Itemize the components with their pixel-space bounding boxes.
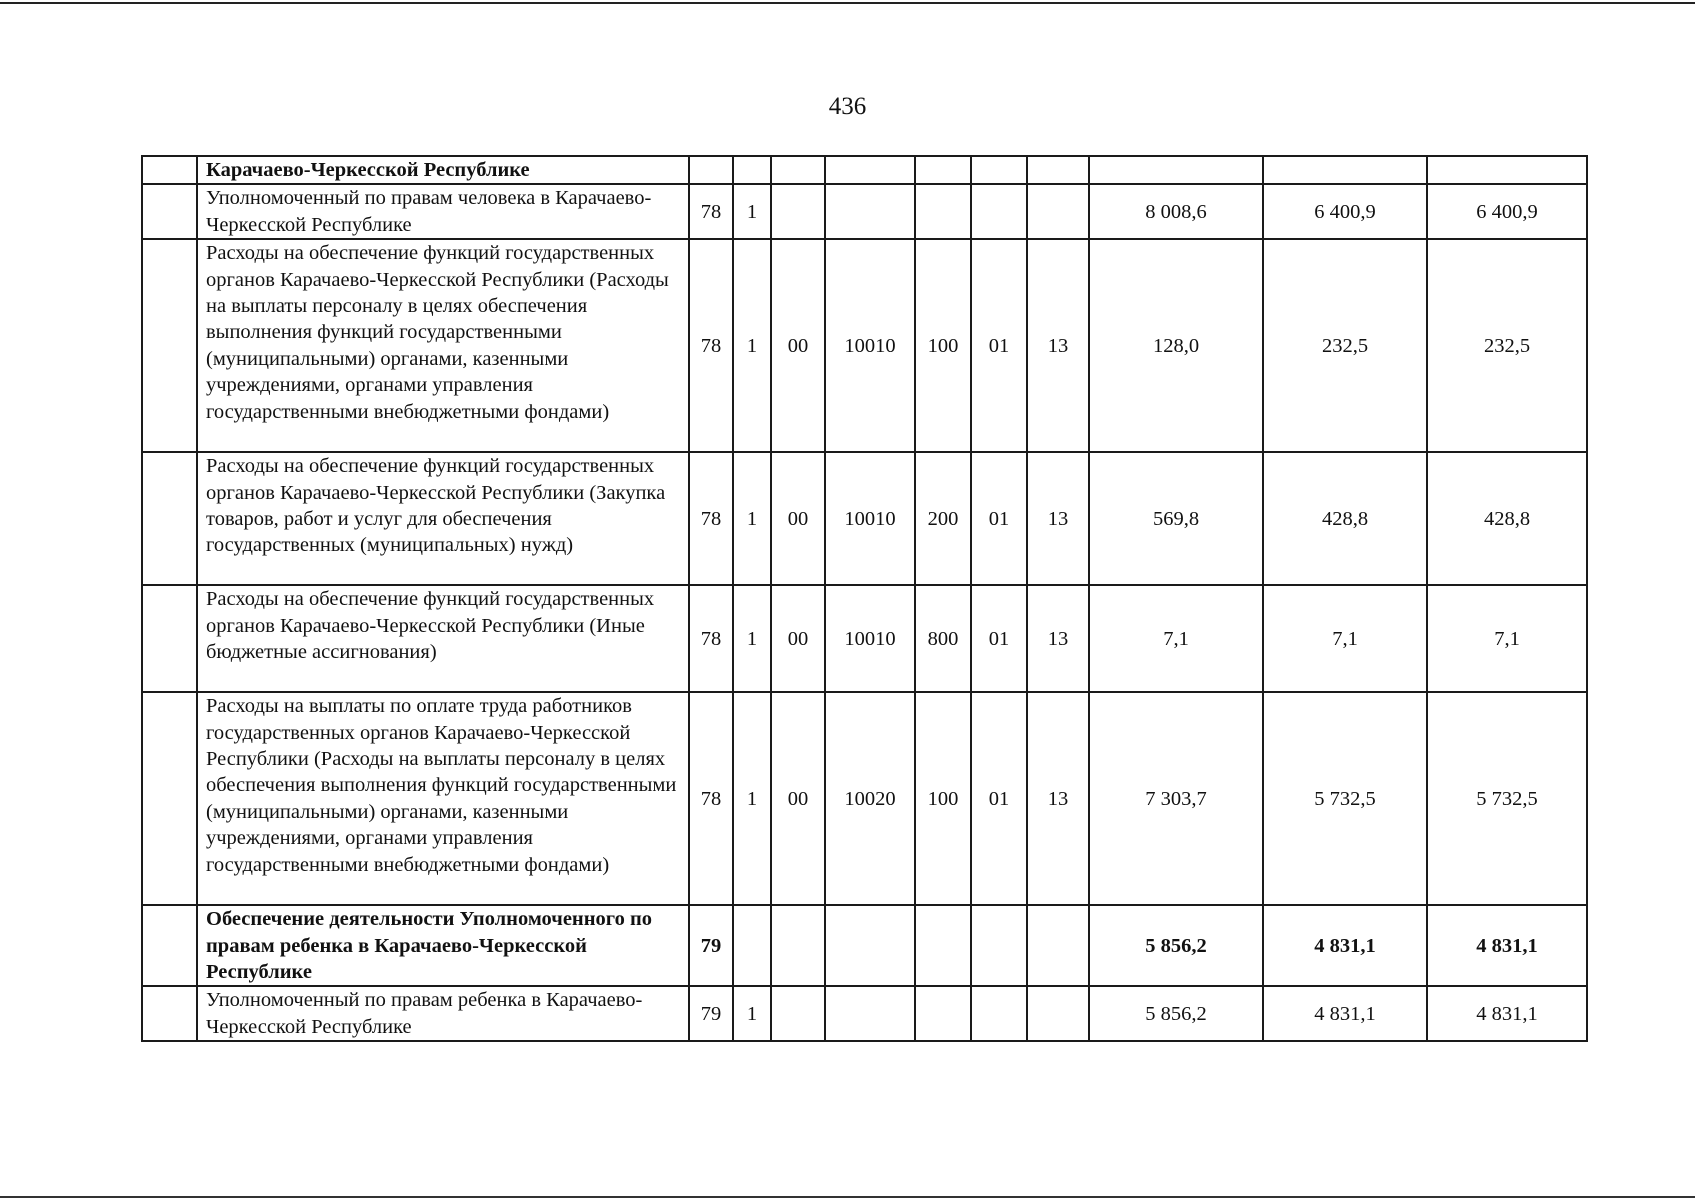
code-cell-7 bbox=[1027, 986, 1089, 1041]
description-cell: Уполномоченный по правам человека в Карачаево-Черкесской Республике bbox=[197, 184, 689, 239]
code-cell-2 bbox=[733, 905, 771, 986]
table-row bbox=[142, 184, 1587, 239]
code-cell-7: 13 bbox=[1027, 239, 1089, 452]
code-cell-4 bbox=[825, 986, 915, 1041]
value-cell-1: 7,1 bbox=[1089, 585, 1263, 692]
value-cell-2 bbox=[1263, 156, 1427, 184]
description-cell: Расходы на обеспечение функций государственных органов Карачаево-Черкесской Республики (Расходы на выплаты персоналу в целях обеспечения выполнения функций государственными (муниципальными) органами, казенными учреждениями, органами управления государственными внебюджетными фондами) bbox=[197, 239, 689, 452]
value-cell-2: 428,8 bbox=[1263, 452, 1427, 585]
code-cell-4 bbox=[825, 905, 915, 986]
description-cell: Уполномоченный по правам ребенка в Карачаево-Черкесской Республике bbox=[197, 986, 689, 1041]
code-cell-7 bbox=[1027, 156, 1089, 184]
value-cell-3: 232,5 bbox=[1427, 239, 1587, 452]
code-cell-5: 100 bbox=[915, 692, 971, 905]
table-row bbox=[142, 239, 1587, 452]
value-cell-2: 4 831,1 bbox=[1263, 905, 1427, 986]
value-cell-2: 232,5 bbox=[1263, 239, 1427, 452]
code-cell-5 bbox=[915, 986, 971, 1041]
value-cell-3 bbox=[1427, 156, 1587, 184]
code-cell-2: 1 bbox=[733, 585, 771, 692]
code-cell-2 bbox=[733, 156, 771, 184]
code-cell-3: 00 bbox=[771, 692, 825, 905]
value-cell-3: 4 831,1 bbox=[1427, 905, 1587, 986]
value-cell-3: 4 831,1 bbox=[1427, 986, 1587, 1041]
code-cell-7 bbox=[1027, 905, 1089, 986]
code-cell-7: 13 bbox=[1027, 585, 1089, 692]
value-cell-3: 7,1 bbox=[1427, 585, 1587, 692]
code-cell-1: 78 bbox=[689, 184, 733, 239]
row-index-cell bbox=[142, 239, 197, 452]
value-cell-3: 428,8 bbox=[1427, 452, 1587, 585]
page-number: 436 bbox=[828, 93, 867, 120]
code-cell-7: 13 bbox=[1027, 452, 1089, 585]
code-cell-6: 01 bbox=[971, 585, 1027, 692]
value-cell-2: 5 732,5 bbox=[1263, 692, 1427, 905]
value-cell-3: 5 732,5 bbox=[1427, 692, 1587, 905]
row-index-cell bbox=[142, 184, 197, 239]
code-cell-5 bbox=[915, 156, 971, 184]
code-cell-3 bbox=[771, 986, 825, 1041]
code-cell-1: 78 bbox=[689, 692, 733, 905]
table-row bbox=[142, 452, 1587, 585]
code-cell-3 bbox=[771, 184, 825, 239]
code-cell-4: 10010 bbox=[825, 239, 915, 452]
description-cell: Обеспечение деятельности Уполномоченного по правам ребенка в Карачаево-Черкесской Республике bbox=[197, 905, 689, 986]
value-cell-3: 6 400,9 bbox=[1427, 184, 1587, 239]
code-cell-4: 10010 bbox=[825, 585, 915, 692]
code-cell-5: 800 bbox=[915, 585, 971, 692]
code-cell-7 bbox=[1027, 184, 1089, 239]
code-cell-4: 10020 bbox=[825, 692, 915, 905]
top-border-line bbox=[0, 2, 1695, 4]
value-cell-1: 7 303,7 bbox=[1089, 692, 1263, 905]
code-cell-4: 10010 bbox=[825, 452, 915, 585]
description-cell: Расходы на выплаты по оплате труда работников государственных органов Карачаево-Черкесской Республики (Расходы на выплаты персоналу в целях обеспечения выполнения функций государственными (муниципальными) органами, казенными учреждениями, органами управления государственными внебюджетными фондами) bbox=[197, 692, 689, 905]
code-cell-5 bbox=[915, 184, 971, 239]
table-row bbox=[142, 986, 1587, 1041]
table-row bbox=[142, 692, 1587, 905]
code-cell-6: 01 bbox=[971, 692, 1027, 905]
value-cell-1: 5 856,2 bbox=[1089, 905, 1263, 986]
code-cell-2: 1 bbox=[733, 986, 771, 1041]
code-cell-2: 1 bbox=[733, 452, 771, 585]
code-cell-5 bbox=[915, 905, 971, 986]
row-index-cell bbox=[142, 585, 197, 692]
code-cell-2: 1 bbox=[733, 692, 771, 905]
code-cell-6: 01 bbox=[971, 452, 1027, 585]
code-cell-4 bbox=[825, 184, 915, 239]
table-body bbox=[142, 156, 1587, 1041]
code-cell-4 bbox=[825, 156, 915, 184]
code-cell-2: 1 bbox=[733, 239, 771, 452]
value-cell-1: 569,8 bbox=[1089, 452, 1263, 585]
table-row bbox=[142, 905, 1587, 986]
code-cell-1: 78 bbox=[689, 239, 733, 452]
value-cell-1 bbox=[1089, 156, 1263, 184]
value-cell-2: 7,1 bbox=[1263, 585, 1427, 692]
row-index-cell bbox=[142, 452, 197, 585]
code-cell-7: 13 bbox=[1027, 692, 1089, 905]
code-cell-5: 100 bbox=[915, 239, 971, 452]
value-cell-1: 128,0 bbox=[1089, 239, 1263, 452]
table-row bbox=[142, 585, 1587, 692]
value-cell-2: 6 400,9 bbox=[1263, 184, 1427, 239]
value-cell-1: 8 008,6 bbox=[1089, 184, 1263, 239]
row-index-cell bbox=[142, 986, 197, 1041]
code-cell-1: 78 bbox=[689, 452, 733, 585]
value-cell-1: 5 856,2 bbox=[1089, 986, 1263, 1041]
row-index-cell bbox=[142, 692, 197, 905]
value-cell-2: 4 831,1 bbox=[1263, 986, 1427, 1041]
row-index-cell bbox=[142, 156, 197, 184]
code-cell-3: 00 bbox=[771, 239, 825, 452]
code-cell-6 bbox=[971, 905, 1027, 986]
code-cell-1: 79 bbox=[689, 986, 733, 1041]
code-cell-3 bbox=[771, 905, 825, 986]
code-cell-3: 00 bbox=[771, 452, 825, 585]
code-cell-1: 78 bbox=[689, 585, 733, 692]
description-cell: Расходы на обеспечение функций государственных органов Карачаево-Черкесской Республики (Закупка товаров, работ и услуг для обеспечения государственных (муниципальных) нужд) bbox=[197, 452, 689, 585]
row-index-cell bbox=[142, 905, 197, 986]
code-cell-5: 200 bbox=[915, 452, 971, 585]
budget-table bbox=[141, 155, 1588, 1042]
code-cell-6: 01 bbox=[971, 239, 1027, 452]
description-cell: Расходы на обеспечение функций государственных органов Карачаево-Черкесской Республики (Иные бюджетные ассигнования) bbox=[197, 585, 689, 692]
table-row bbox=[142, 156, 1587, 184]
code-cell-1 bbox=[689, 156, 733, 184]
description-cell: Карачаево-Черкесской Республике bbox=[197, 156, 689, 184]
code-cell-3: 00 bbox=[771, 585, 825, 692]
code-cell-1: 79 bbox=[689, 905, 733, 986]
code-cell-3 bbox=[771, 156, 825, 184]
bottom-border-line bbox=[0, 1196, 1695, 1198]
code-cell-6 bbox=[971, 156, 1027, 184]
code-cell-6 bbox=[971, 184, 1027, 239]
code-cell-2: 1 bbox=[733, 184, 771, 239]
code-cell-6 bbox=[971, 986, 1027, 1041]
